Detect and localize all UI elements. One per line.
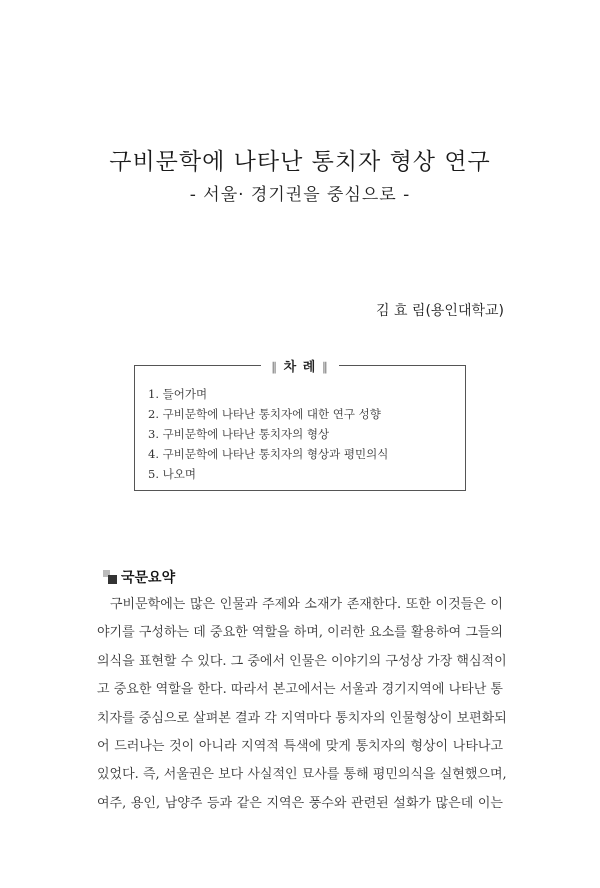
author-affiliation: 김 효 림(용인대학교) (375, 303, 504, 319)
abstract-heading-label: 국문요약 (121, 570, 176, 586)
toc-item: 3. 구비문학에 나타난 통치자의 형상 (148, 427, 330, 441)
toc-header (261, 356, 339, 375)
paper-title: 구비문학에 나타난 통치자 형상 연구 (109, 149, 491, 175)
abstract-line: 의식을 표현할 수 있다. 그 중에서 인물은 이야기의 구성상 가장 핵심적이 (97, 653, 507, 669)
toc-label: 차 례 (283, 360, 317, 375)
toc-item: 1. 들어가며 (148, 387, 208, 401)
abstract-body (97, 591, 507, 818)
square-bullet-icon (103, 570, 117, 584)
toc-list (148, 384, 388, 484)
abstract-line: 고 중요한 역할을 한다. 따라서 본고에서는 서울과 경기지역에 나타난 통 (97, 682, 503, 698)
toc-item: 2. 구비문학에 나타난 통치자에 대한 연구 성향 (148, 407, 381, 421)
toc-bar-right-icon: ∥ (321, 360, 329, 374)
abstract-line: 야기를 구성하는 데 중요한 역할을 하며, 이러한 요소를 활용하여 그들의 (97, 625, 503, 641)
abstract-line: 어 드러나는 것이 아니라 지역적 특색에 맞게 통치자의 형상이 나타나고 (97, 739, 503, 755)
toc-item: 5. 나오며 (148, 467, 196, 481)
toc-item: 4. 구비문학에 나타난 통치자의 형상과 평민의식 (148, 447, 389, 461)
toc-bar-left-icon: ∥ (271, 360, 279, 374)
paper-subtitle: - 서울· 경기권을 중심으로 - (189, 185, 411, 205)
abstract-line: 여주, 용인, 남양주 등과 같은 지역은 풍수와 관련된 설화가 많은데 이는 (97, 795, 503, 811)
abstract-line: 있었다. 즉, 서울권은 보다 사실적인 묘사를 통해 평민의식을 실현했으며, (97, 767, 507, 783)
abstract-line: 치자를 중심으로 살펴본 결과 각 지역마다 통치자의 인물형상이 보편화되 (97, 710, 507, 726)
abstract-line: 구비문학에는 많은 인물과 주제와 소재가 존재한다. 또한 이것들은 이 (110, 597, 503, 612)
abstract-heading (103, 567, 175, 587)
